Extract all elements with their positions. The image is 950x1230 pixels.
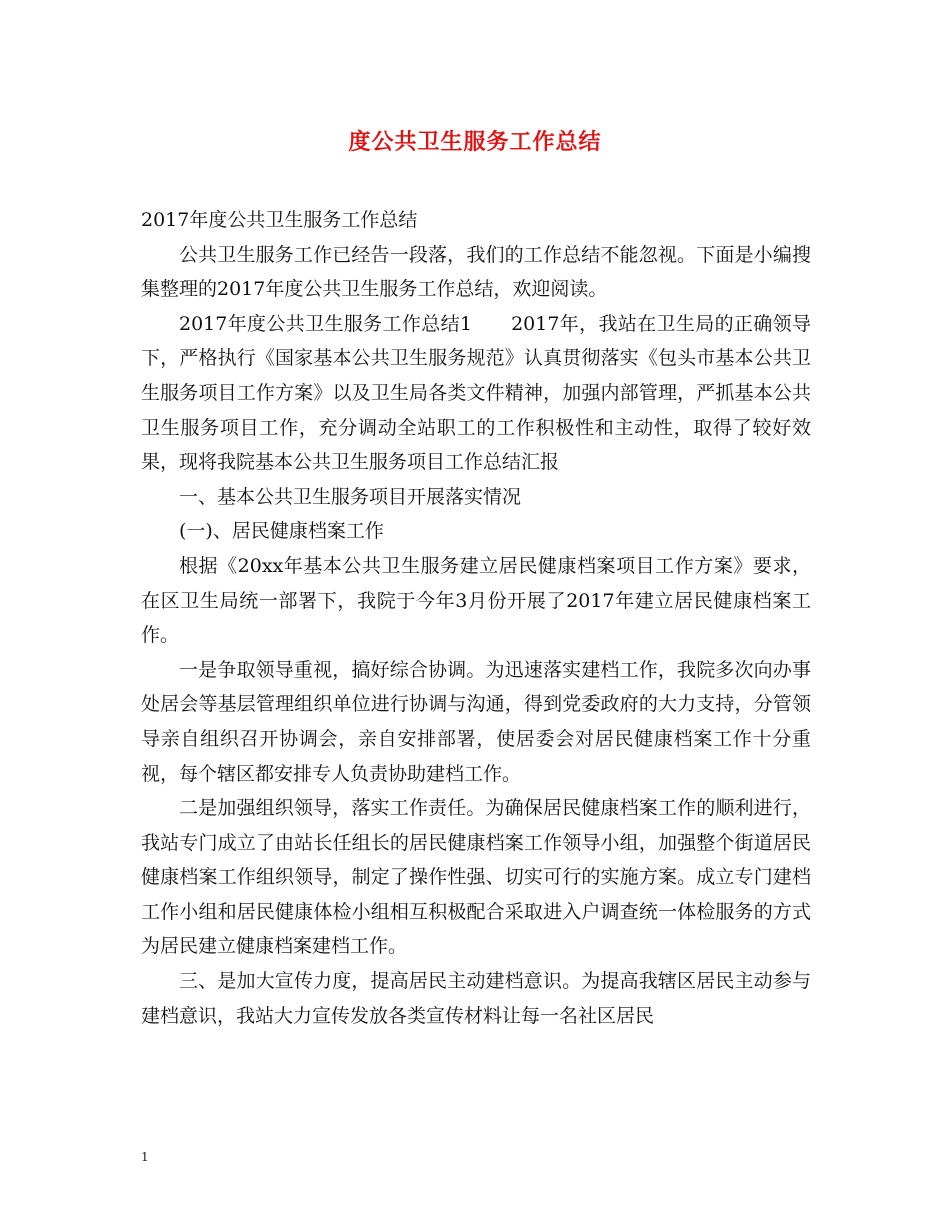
paragraph-point-3: 三、是加大宣传力度，提高居民主动建档意识。为提高我辖区居民主动参与建档意识，我站大力宣传发放各类宣传材料让每一名社区居民	[141, 970, 811, 1027]
document-body	[141, 203, 811, 1033]
paragraph-basis: 根据《20xx年基本公共卫生服务建立居民健康档案项目工作方案》要求，在区卫生局统一部署下，我院于今年3月份开展了2017年建立居民健康档案工作。	[141, 554, 811, 647]
paragraph-point-2: 二是加强组织领导，落实工作责任。为确保居民健康档案工作的顺利进行，我站专门成立了由站长任组长的居民健康档案工作领导小组，加强整个街道居民健康档案工作组织领导，制定了操作性强、切实可行的实施方案。成立专门建档工作小组和居民健康体检小组相互积极配合采取进入户调查统一体检服务的方式为居民建立健康档案建档工作。	[141, 797, 811, 958]
paragraph-subtitle: 2017年度公共卫生服务工作总结	[141, 209, 418, 231]
paragraph-intro: 公共卫生服务工作已经告一段落，我们的工作总结不能忽视。下面是小编搜集整理的2017年度公共卫生服务工作总结，欢迎阅读。	[141, 243, 811, 301]
paragraph-point-1: 一是争取领导重视，搞好综合协调。为迅速落实建档工作，我院多次向办事处居会等基层管理组织单位进行协调与沟通，得到党委政府的大力支持，分管领导亲自组织召开协调会，亲自安排部署，使居委会对居民健康档案工作十分重视，每个辖区都安排专人负责协助建档工作。	[141, 658, 811, 785]
section-heading-1: 一、基本公共卫生服务项目开展落实情况	[179, 485, 522, 508]
document-title: 度公共卫生服务工作总结	[348, 130, 602, 155]
subsection-heading-1: (一)、居民健康档案工作	[179, 520, 384, 543]
page-number: 1	[141, 1150, 149, 1164]
paragraph-summary-1: 2017年度公共卫生服务工作总结1 2017年，我站在卫生局的正确领导下，严格执行《国家基本公共卫生服务规范》认真贯彻落实《包头市基本公共卫生服务项目工作方案》以及卫生局各类文件精神，加强内部管理，严抓基本公共卫生服务项目工作，充分调动全站职工的工作积极性和主动性，取得了较好效果，现将我院基本公共卫生服务项目工作总结汇报	[141, 312, 811, 474]
